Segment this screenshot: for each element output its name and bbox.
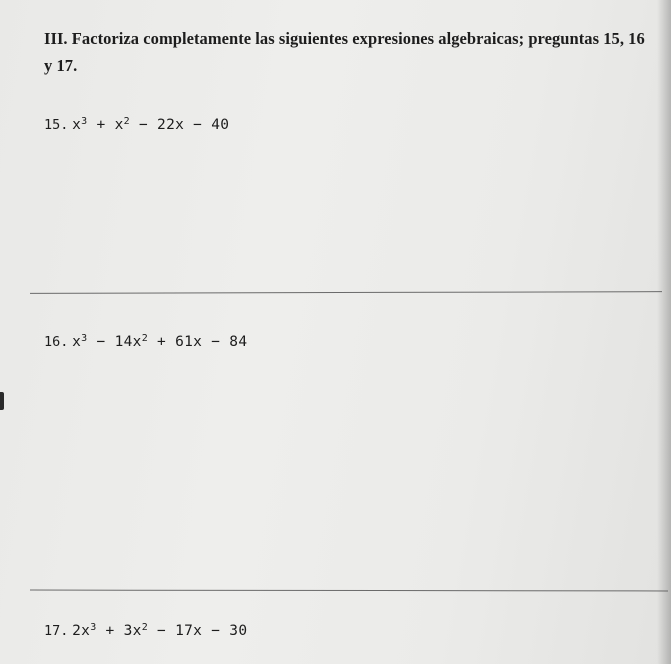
instructions-line-2: y 17.: [44, 56, 78, 75]
problem-17: [44, 622, 247, 640]
exponent: 2: [141, 333, 149, 344]
expression-term: + 61x − 84: [148, 334, 248, 350]
exponent: 2: [141, 622, 149, 633]
problem-expression: [72, 117, 229, 133]
expression-term: − 14x: [87, 334, 142, 350]
expression-term: x: [72, 334, 82, 350]
exponent: 2: [123, 116, 130, 127]
instructions-line-1: III. Factoriza completamente las siguientes expresiones algebraicas; preguntas 15, 16: [44, 29, 645, 48]
page-edge-mark: [0, 392, 4, 410]
problem-expression: [72, 334, 247, 350]
problem-number: 17.: [44, 623, 69, 639]
expression-term: + 3x: [96, 623, 142, 639]
exponent: 3: [90, 622, 97, 633]
exponent: 3: [81, 116, 88, 127]
page-edge-shadow: [657, 0, 671, 664]
problem-number: 15.: [44, 117, 69, 133]
expression-term: 2x: [72, 623, 91, 639]
expression-term: + x: [87, 117, 124, 133]
answer-divider-line: [30, 291, 662, 294]
expression-term: − 22x − 40: [129, 117, 230, 133]
expression-term: − 17x − 30: [148, 623, 248, 639]
answer-divider-line: [30, 590, 668, 592]
problem-15: [44, 116, 229, 134]
problem-number: 16.: [44, 334, 69, 350]
expression-term: x: [72, 117, 82, 133]
problem-expression: [72, 623, 247, 639]
exponent: 3: [81, 333, 88, 344]
section-instructions: [44, 25, 644, 79]
problem-16: [44, 333, 247, 351]
